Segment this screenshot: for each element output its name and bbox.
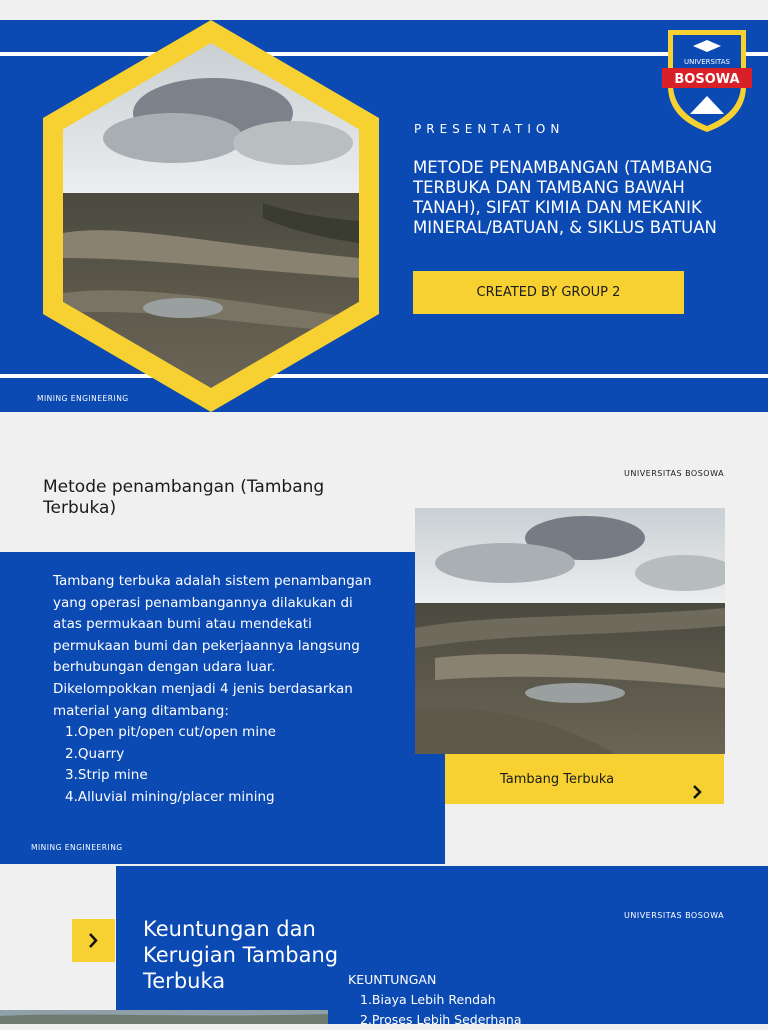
chevron-right-icon bbox=[72, 919, 115, 962]
advantages-list bbox=[348, 970, 522, 1030]
open-pit-photo bbox=[415, 508, 725, 754]
footer-label: MINING ENGINEERING bbox=[31, 843, 123, 852]
university-label: UNIVERSITAS BOSOWA bbox=[624, 911, 725, 920]
slide2-body bbox=[53, 571, 378, 809]
list-item: 3.Strip mine bbox=[65, 767, 148, 784]
list-item: 1.Biaya Lebih Rendah bbox=[360, 992, 496, 1007]
presentation-label: PRESENTATION bbox=[414, 122, 565, 136]
photo-caption[interactable] bbox=[445, 754, 724, 804]
list-item: 1.Open pit/open cut/open mine bbox=[65, 724, 276, 741]
title-slide bbox=[0, 20, 768, 412]
next-button[interactable] bbox=[72, 919, 115, 962]
caption-text: Tambang Terbuka bbox=[500, 772, 615, 787]
footer-label: MINING ENGINEERING bbox=[37, 394, 129, 403]
created-by-button[interactable]: CREATED BY GROUP 2 bbox=[413, 271, 684, 314]
list-item: 2.Proses Lebih Sederhana bbox=[360, 1012, 522, 1027]
top-stripe bbox=[0, 52, 768, 56]
bottom-stripe bbox=[0, 374, 768, 378]
chevron-right-icon[interactable] bbox=[689, 784, 705, 800]
slide2-title: Metode penambangan (Tambang Terbuka) bbox=[43, 477, 325, 518]
logo-top-text: UNIVERSITAS bbox=[684, 58, 730, 66]
landscape-photo bbox=[0, 1010, 328, 1024]
list-item: 4.Alluvial mining/placer mining bbox=[65, 788, 275, 805]
list-item: 2.Quarry bbox=[65, 745, 125, 762]
body-paragraph: Tambang terbuka adalah sistem penambangan yang operasi penambangannya dilakukan di atas permukaan bumi atau mendekati permukaan bumi dan pekerjaannya langsung berhubungan dengan udara luar. Dikelompokkan menjadi 4 jenis berdasarkan material yang ditambang: bbox=[53, 573, 372, 719]
bosowa-logo-icon bbox=[660, 26, 754, 134]
presentation-title: METODE PENAMBANGAN (TAMBANG TERBUKA DAN TAMBANG BAWAH TANAH), SIFAT KIMIA DAN MEKANIK MINERAL/BATUAN, & SIKLUS BATUAN bbox=[413, 158, 717, 237]
slide3-title: Keuntungan dan Kerugian Tambang Terbuka bbox=[143, 917, 339, 993]
logo-name: BOSOWA bbox=[674, 72, 740, 87]
advantages-heading: KEUNTUNGAN bbox=[348, 972, 437, 987]
university-label: UNIVERSITAS BOSOWA bbox=[624, 469, 725, 478]
